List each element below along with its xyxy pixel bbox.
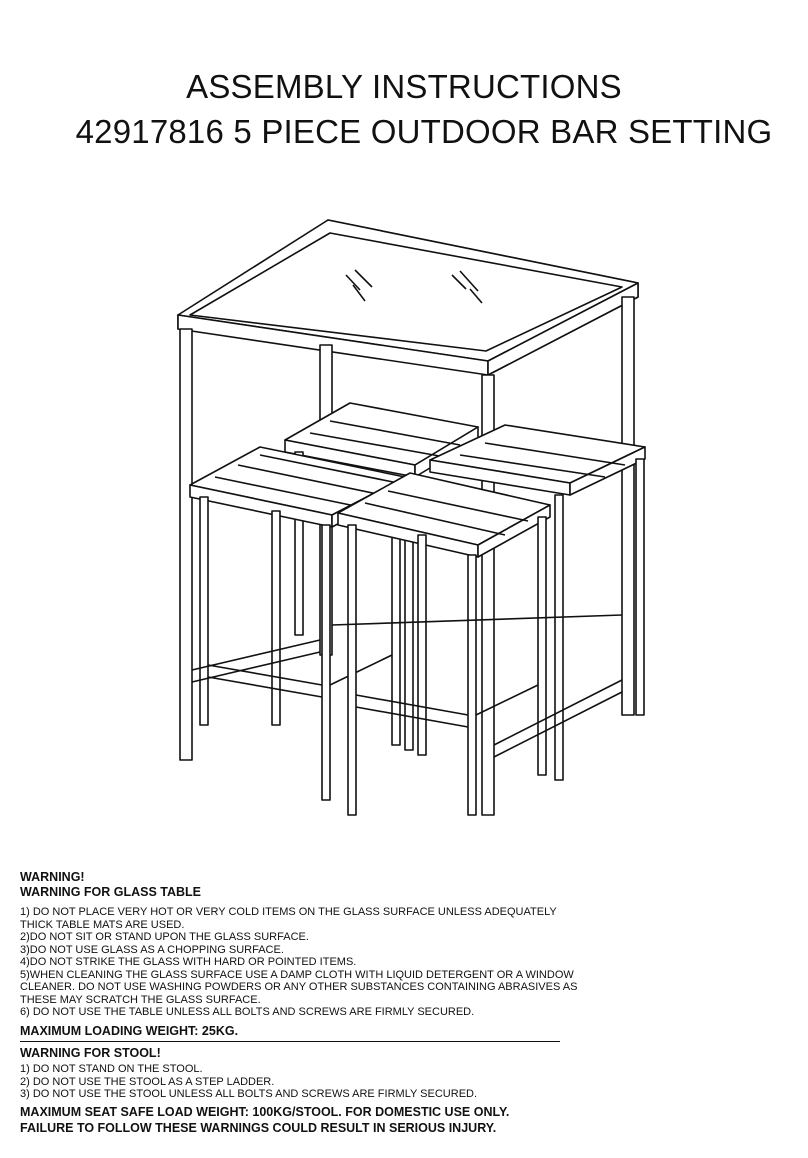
stool-final-warning	[20, 1104, 580, 1136]
glass-warning-heading: WARNING FOR GLASS TABLE	[20, 885, 202, 899]
stool-warning-line: 1) DO NOT STAND ON THE STOOL.	[20, 1063, 203, 1075]
page-title: ASSEMBLY INSTRUCTIONS	[186, 68, 622, 105]
warning-heading: WARNING!	[20, 870, 85, 884]
glass-warning-line: 6) DO NOT USE THE TABLE UNLESS ALL BOLTS AND SCREWS ARE FIRMLY SECURED.	[20, 1006, 475, 1018]
bar-setting-illustration	[160, 215, 650, 825]
glass-warning-line: 2)DO NOT SIT OR STAND UPON THE GLASS SURFACE.	[20, 931, 309, 943]
section-divider	[20, 1041, 560, 1042]
stool-max-load: MAXIMUM SEAT SAFE LOAD WEIGHT: 100KG/STOOL. FOR DOMESTIC USE ONLY.	[20, 1105, 510, 1119]
glass-warning-line: 3)DO NOT USE GLASS AS A CHOPPING SURFACE.	[20, 943, 284, 956]
stool-front-right	[338, 473, 550, 815]
glass-warning-line: THICK TABLE MATS ARE USED.	[20, 918, 185, 931]
failure-warning: FAILURE TO FOLLOW THESE WARNINGS COULD RESULT IN SERIOUS INJURY.	[20, 1121, 497, 1135]
glass-warning-line: CLEANER. DO NOT USE WASHING POWDERS OR ANY OTHER SUBSTANCES CONTAINING ABRASIVES AS	[20, 981, 578, 993]
glass-warning-line: 4)DO NOT STRIKE THE GLASS WITH HARD OR POINTED ITEMS.	[20, 956, 357, 968]
glass-warning-list	[20, 906, 580, 1019]
product-title: 42917816 5 PIECE OUTDOOR BAR SETTING	[75, 113, 773, 150]
glass-warning-line: 5)WHEN CLEANING THE GLASS SURFACE USE A DAMP CLOTH WITH LIQUID DETERGENT OR A WINDOW	[20, 968, 574, 981]
stool-warning-line: 3) DO NOT USE THE STOOL UNLESS ALL BOLTS AND SCREWS ARE FIRMLY SECURED.	[20, 1088, 478, 1100]
stool-warning-line: 2) DO NOT USE THE STOOL AS A STEP LADDER.	[20, 1075, 275, 1088]
glass-warning-line: THESE MAY SCRATCH THE GLASS SURFACE.	[20, 993, 261, 1006]
glass-table-top	[178, 220, 638, 375]
stool-warning-list	[20, 1063, 580, 1101]
glass-max-load: MAXIMUM LOADING WEIGHT: 25KG.	[20, 1024, 239, 1038]
glass-warning-line: 1) DO NOT PLACE VERY HOT OR VERY COLD ITEMS ON THE GLASS SURFACE UNLESS ADEQUATELY	[20, 906, 557, 918]
stool-warning-heading: WARNING FOR STOOL!	[20, 1046, 161, 1060]
